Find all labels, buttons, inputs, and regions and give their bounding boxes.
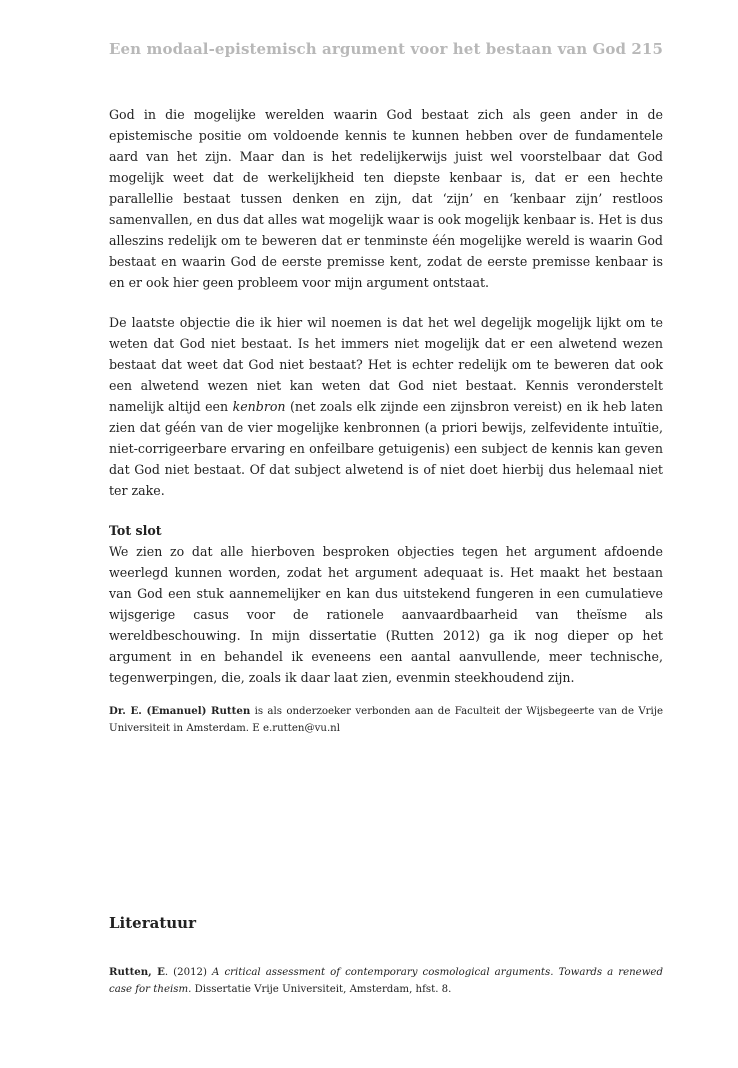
- reference-title: A critical assessment of contemporary cosmological arguments. Towards a renewed case for theism.: [109, 967, 663, 996]
- article-body: [109, 104, 663, 737]
- running-header: [109, 40, 663, 58]
- page-number: 215: [631, 40, 663, 58]
- page: [109, 0, 663, 1068]
- paragraph-2-part-1: De laatste objectie die ik hier wil noemen is dat het wel degelijk mogelijk lijkt om te weten dat God niet bestaat. Is het immers niet mogelijk dat er een alwetend wezen bestaat dat weet dat God niet bestaat? Het is echter redelijk om te beweren dat ook een alwetend wezen niet kan weten dat God niet bestaat. Kennis veronderstelt namelijk altijd een: [109, 315, 663, 414]
- reference-author: Rutten, E: [109, 966, 165, 979]
- reference-entry: [109, 964, 663, 998]
- conclusion-paragraph: We zien zo dat alle hierboven besproken objecties tegen het argument afdoende weerlegd kunnen worden, zodat het argument adequaat is. Het maakt het bestaan van God een stuk aannemelijker en kan dus uitstekend fungeren in een cumulatieve wijsgerige casus voor de rationele aanvaardbaarheid van theïsme als wereldbeschouwing. In mijn dissertatie (Rutten 2012) ga ik nog dieper op het argument in en behandel ik eveneens een aantal aanvullende, meer technische, tegenwerpingen, die, zoals ik daar laat zien, evenmin steekhoudend zijn.: [109, 544, 663, 685]
- reference-year: . (2012): [164, 967, 213, 979]
- paragraph-2: [109, 312, 663, 501]
- literature-heading: Literatuur: [109, 914, 196, 932]
- section-heading-tot-slot: Tot slot: [109, 523, 162, 538]
- author-note: [109, 703, 663, 737]
- running-title: Een modaal-epistemisch argument voor het bestaan van God: [109, 40, 627, 58]
- paragraph-2-italic-term: kenbron: [232, 399, 286, 414]
- author-name: Dr. E. (Emanuel) Rutten: [109, 705, 251, 717]
- author-affiliation: is als onderzoeker verbonden aan de Faculteit der Wijsbegeerte van de Vrije Universiteit in Amsterdam. E e.rutten@vu.nl: [109, 706, 664, 734]
- paragraph-2-part-2: (net zoals elk zijnde een zijnsbron vereist) en ik heb laten zien dat géén van de vier mogelijke kenbronnen (a priori bewijs, zelfevidente intuïtie, niet-corrigeerbare ervaring en onfeilbare getuigenis) een subject de kennis kan geven dat God niet bestaat. Of dat subject alwetend is of niet doet hierbij dus helemaal niet ter zake.: [109, 399, 663, 498]
- paragraph-1: God in die mogelijke werelden waarin God bestaat zich als geen ander in de epistemische positie om voldoende kennis te kunnen hebben over de fundamentele aard van het zijn. Maar dan is het redelijkerwijs juist wel voorstelbaar dat God mogelijk weet dat de werkelijkheid ten diepste kenbaar is, dat er een hechte parallellie bestaat tussen denken en zijn, dat ‘zijn’ en ‘kenbaar zijn’ restloos samenvallen, en dus dat alles wat mogelijk waar is ook mogelijk kenbaar is. Het is dus alleszins redelijk om te beweren dat er tenminste één mogelijke wereld is waarin God bestaat en waarin God de eerste premisse kent, zodat de eerste premisse kenbaar is en er ook hier geen probleem voor mijn argument ontstaat.: [109, 107, 663, 290]
- reference-publisher: Dissertatie Vrije Universiteit, Amsterdam, hfst. 8.: [191, 984, 452, 996]
